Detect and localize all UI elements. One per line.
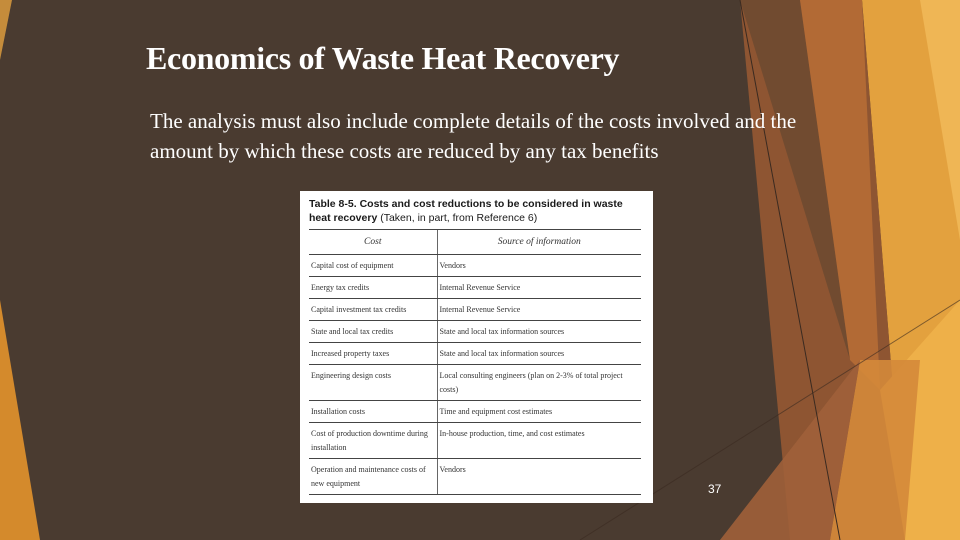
- cost-cell: Capital cost of equipment: [309, 255, 437, 277]
- table-row: [309, 299, 641, 321]
- cost-table-figure: [300, 191, 653, 503]
- source-cell: Local consulting engineers (plan on 2-3% of total project costs): [437, 365, 641, 401]
- table-row: [309, 423, 641, 459]
- table-row: [309, 343, 641, 365]
- cost-cell: Installation costs: [309, 401, 437, 423]
- cost-cell: State and local tax credits: [309, 321, 437, 343]
- source-cell: Vendors: [437, 255, 641, 277]
- slide-title: Economics of Waste Heat Recovery: [146, 40, 620, 76]
- table-caption-title: Table 8-5. Costs and cost reductions to be considered in waste heat recovery: [309, 198, 623, 224]
- table-row: [309, 255, 641, 277]
- table-header-row: [309, 230, 641, 255]
- source-cell: State and local tax information sources: [437, 343, 641, 365]
- table-row: [309, 321, 641, 343]
- cost-cell: Capital investment tax credits: [309, 299, 437, 321]
- cost-cell: Energy tax credits: [309, 277, 437, 299]
- page-number: 37: [708, 482, 722, 496]
- header-cost: Cost: [309, 230, 437, 255]
- cost-cell: Operation and maintenance costs of new equipment: [309, 459, 437, 495]
- table-row: [309, 365, 641, 401]
- table-row: [309, 459, 641, 495]
- table-caption-reference: (Taken, in part, from Reference 6): [377, 212, 538, 224]
- source-cell: In-house production, time, and cost estimates: [437, 423, 641, 459]
- source-cell: Internal Revenue Service: [437, 277, 641, 299]
- cost-cell: Increased property taxes: [309, 343, 437, 365]
- source-cell: Time and equipment cost estimates: [437, 401, 641, 423]
- table-caption: [309, 197, 643, 225]
- table-row: [309, 401, 641, 423]
- source-cell: State and local tax information sources: [437, 321, 641, 343]
- header-source: Source of information: [437, 230, 641, 255]
- source-cell: Vendors: [437, 459, 641, 495]
- source-cell: Internal Revenue Service: [437, 299, 641, 321]
- cost-table: [309, 229, 641, 495]
- cost-cell: Engineering design costs: [309, 365, 437, 401]
- slide-body-text: The analysis must also include complete details of the costs involved and the amount by which these costs are reduced by any tax benefits: [150, 109, 797, 163]
- cost-cell: Cost of production downtime during installation: [309, 423, 437, 459]
- table-row: [309, 277, 641, 299]
